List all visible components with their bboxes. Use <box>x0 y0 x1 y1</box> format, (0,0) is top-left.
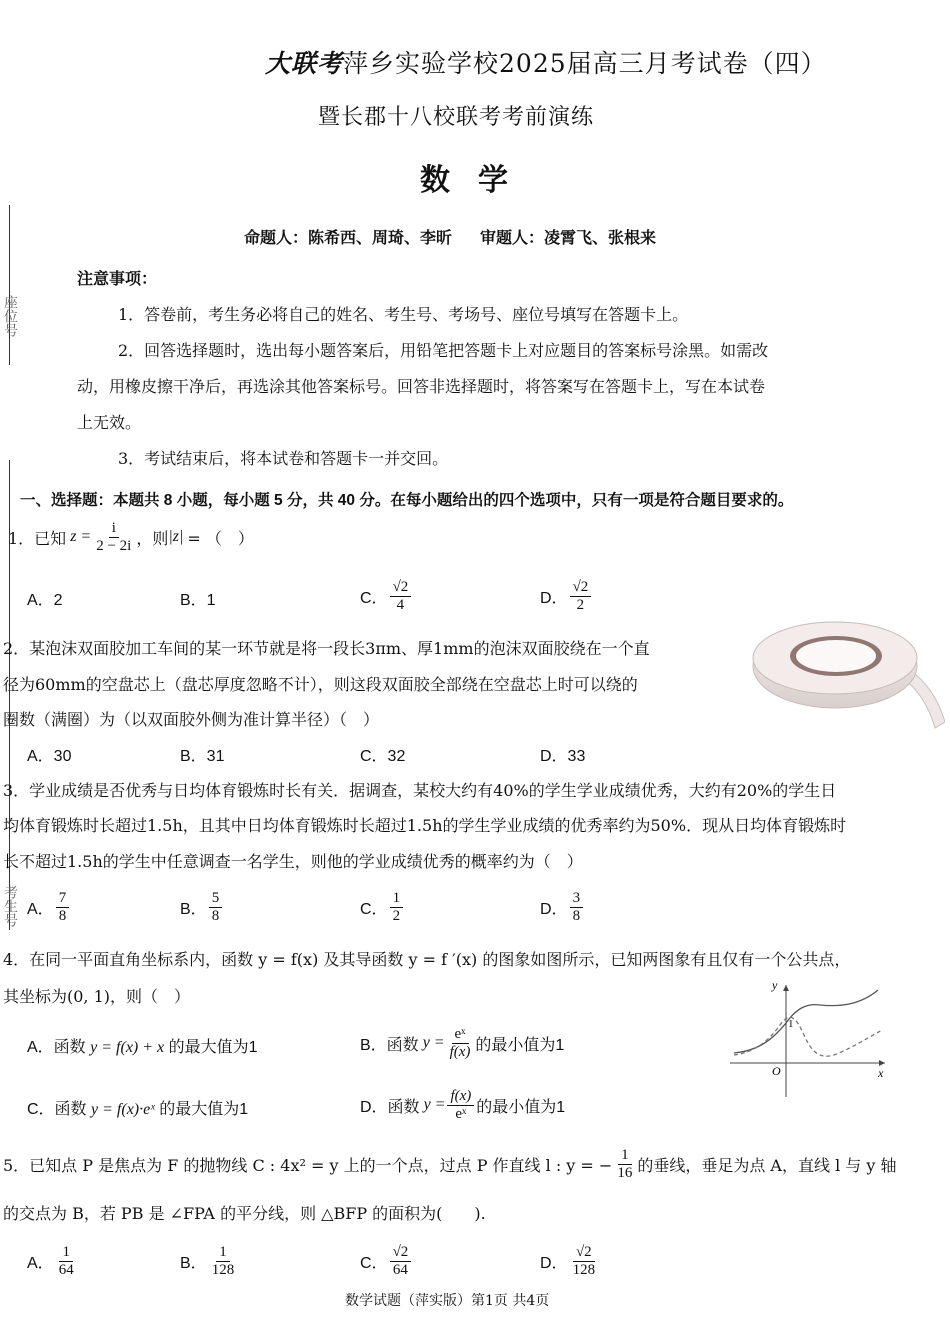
title-text: 萍乡实验学校2025届高三月考试卷（四） <box>343 49 827 78</box>
q5-option-b[interactable]: B． $\frac{1}{128}$ <box>180 1244 235 1278</box>
f-prime-curve <box>734 1017 882 1056</box>
q1-fraction: $\frac{i}{2 - 2i}$ <box>96 520 132 554</box>
q2-option-a[interactable]: A．30 <box>27 748 72 765</box>
question-1 <box>8 512 254 562</box>
q5-option-a[interactable]: A． $\frac{1}{64}$ <box>27 1244 74 1278</box>
q3-line-2: 均体育锻炼时长超过1.5h，且其中日均体育锻炼时长超过1.5h的学生学业成绩的优秀率约为50%．现从日均体育锻炼时 <box>3 816 847 835</box>
intercept-label: 1 <box>788 1018 794 1030</box>
q1-prefix: 1．已知 <box>8 528 67 548</box>
q1-abs: |z| <box>168 528 184 545</box>
exam-label: 考生号 <box>2 885 18 927</box>
q5-option-c[interactable]: C． $\frac{√2}{64}$ <box>360 1237 413 1285</box>
binding-line <box>9 205 10 365</box>
q4-function-graph <box>730 975 890 1100</box>
seat-label: 座位号 <box>2 295 18 337</box>
q4-option-d[interactable]: D．函数 y = $\frac{f(x)}{\text{eˣ}}$ 的最小值为1 <box>360 1088 566 1122</box>
exam-title <box>265 44 827 80</box>
q2-option-c[interactable]: C．32 <box>360 748 406 765</box>
q1-z: z = <box>70 528 92 545</box>
brand-name: 大联考 <box>265 49 344 78</box>
q3-option-b[interactable]: B． $\frac{5}{8}$ <box>180 883 224 931</box>
q1-option-d[interactable]: D． $\frac{√2}{2}$ <box>540 572 593 620</box>
y-axis-label: y <box>772 978 778 992</box>
subject-title: 数学 <box>420 163 536 198</box>
q3-option-c[interactable]: C． $\frac{1}{2}$ <box>360 883 405 931</box>
question-5-line-2: 的交点为 B，若 PB 是 ∠FPA 的平分线，则 △BFP 的面积为( ). <box>3 1204 486 1223</box>
q2-option-d[interactable]: D．33 <box>540 748 586 765</box>
origin-label: O <box>772 1064 781 1078</box>
question-5-line-1: 5．已知点 P 是焦点为 F 的抛物线 C : 4x² = y 上的一个点，过点 P 作直线 l : y = − $\frac{1}{16}$ 的垂线，垂足为点 A，直线 l 与 y 轴 <box>3 1147 897 1181</box>
q5-option-d[interactable]: D． $\frac{√2}{128}$ <box>540 1244 596 1278</box>
q4-line-2: 其坐标为(0, 1)，则（ ） <box>3 987 191 1006</box>
q3-line-3: 长不超过1.5h的学生中任意调查一名学生，则他的学业成绩优秀的概率约为（ ） <box>3 852 583 871</box>
page-footer: 数学试题（萍实版）第1页 共4页 <box>345 1293 550 1309</box>
x-axis-label: x <box>878 1066 884 1080</box>
tape-roll-image <box>750 618 945 733</box>
q2-option-b[interactable]: B．31 <box>180 748 225 765</box>
f-curve <box>734 990 878 1053</box>
notice-heading: 注意事项： <box>77 271 158 288</box>
exam-subtitle: 暨长郡十八校联考考前演练 <box>318 105 595 130</box>
q4-option-a[interactable]: A．函数 y = f(x) + x 的最大值为1 <box>27 1039 258 1056</box>
notice-item-2a: 2．回答选择题时，选出每小题答案后，用铅笔把答题卡上对应题目的答案标号涂黑。如需改 <box>118 341 769 360</box>
authors: 命题人：陈希西、周琦、李昕 <box>244 230 453 247</box>
y-axis-arrow <box>783 985 789 991</box>
q1-option-c[interactable]: C． $\frac{√2}{4}$ <box>360 572 413 620</box>
q4-option-c[interactable]: C．函数 y = f(x)·eˣ 的最大值为1 <box>27 1101 249 1118</box>
notice-item-3: 3．考试结束后，将本试卷和答题卡一并交回。 <box>118 449 449 468</box>
q1-tail: = （ ） <box>187 528 254 548</box>
notice-item-1: 1．答卷前，考生务必将自己的姓名、考生号、考场号、座位号填写在答题卡上。 <box>118 305 689 324</box>
notice-item-2c: 上无效。 <box>77 413 142 432</box>
section-heading: 一、选择题：本题共 8 小题，每小题 5 分，共 40 分。在每小题给出的四个选项中，只有一项是符合题目要求的。 <box>20 492 794 509</box>
author-line <box>244 225 656 248</box>
q2-line-2: 径为60mm的空盘芯上（盘芯厚度忽略不计），则这段双面胶全部绕在空盘芯上时可以绕的 <box>3 675 638 694</box>
notice-item-2b: 动，用橡皮擦干净后，再选涂其他答案标号。回答非选择题时，将答案写在答题卡上，写在本试卷 <box>77 377 766 396</box>
q2-line-3: 圈数（满圈）为（以双面胶外侧为准计算半径）（ ） <box>3 710 380 729</box>
q4-line-1: 4．在同一平面直角坐标系内，函数 y = f(x) 及其导函数 y = f ′(x) 的图象如图所示，已知两图象有且仅有一个公共点， <box>3 950 851 969</box>
q1-mid: ，则 <box>136 528 169 548</box>
q3-option-d[interactable]: D． $\frac{3}{8}$ <box>540 883 585 931</box>
q3-option-a[interactable]: A． $\frac{7}{8}$ <box>27 883 71 931</box>
q2-line-1: 2．某泡沫双面胶加工车间的某一环节就是将一段长3πm、厚1mm的泡沫双面胶绕在一个直 <box>3 639 650 658</box>
q1-option-a[interactable]: A．2 <box>27 592 63 609</box>
q4-option-b[interactable]: B．函数 y = $\frac{\text{eˣ}}{f(x)}$ 的最小值为1 <box>360 1026 565 1060</box>
reviewers: 审题人：凌霄飞、张根来 <box>480 230 657 247</box>
q1-option-b[interactable]: B．1 <box>180 592 216 609</box>
q3-line-1: 3．学业成绩是否优秀与日均体育锻炼时长有关．据调查，某校大约有40%的学生学业成绩优秀，大约有20%的学生日 <box>3 781 837 800</box>
